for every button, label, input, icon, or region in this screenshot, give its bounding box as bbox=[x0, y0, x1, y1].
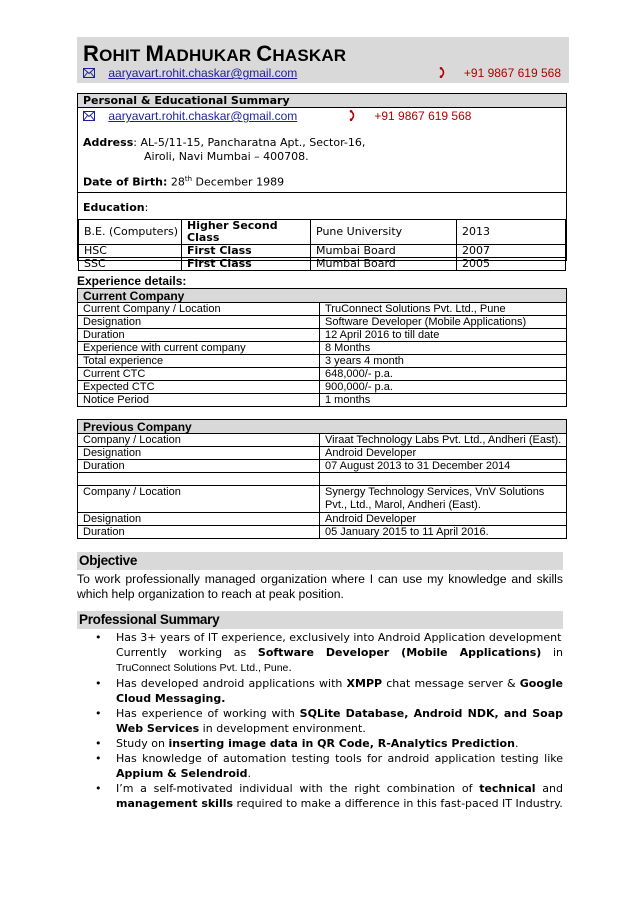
envelope-icon bbox=[83, 68, 95, 78]
education-label: Education: bbox=[78, 192, 566, 219]
table-row: Designation Android Developer bbox=[78, 447, 567, 460]
phone-icon bbox=[349, 110, 357, 121]
table-row: Duration 07 August 2013 to 31 December 2014 bbox=[78, 460, 567, 473]
list-item: • Has knowledge of automation testing tools for android application testing like Appium & Selendroid. bbox=[95, 752, 563, 780]
table-row: Current Company / Location TruConnect Solutions Pvt. Ltd., Pune bbox=[78, 303, 567, 316]
previous-company-table bbox=[77, 419, 567, 539]
table-row: Expected CTC 900,000/- p.a. bbox=[78, 381, 567, 394]
experience-heading: Experience details: bbox=[77, 274, 187, 288]
education-table bbox=[78, 219, 566, 271]
address-line-2: Airoli, Navi Mumbai – 400708. bbox=[144, 150, 309, 163]
list-item: • Has experience of working with SQLite Database, Android NDK, and Soap Web Services in development environment. bbox=[95, 707, 563, 735]
personal-summary-box bbox=[77, 93, 567, 270]
personal-phone: +91 9867 619 568 bbox=[349, 109, 471, 123]
phone-icon bbox=[439, 67, 447, 78]
table-row: SSC First Class Mumbai Board 2005 bbox=[79, 258, 566, 271]
date-of-birth: Date of Birth: 28th December 1989 bbox=[83, 175, 285, 189]
list-item: • Has 3+ years of IT experience, exclusively into Android Application development Currently working as Software Developer (Mobile Applications) in TruConnect Solutions Pvt. Ltd., Pune. bbox=[95, 631, 563, 674]
header-phone: +91 9867 619 568 bbox=[439, 66, 561, 80]
list-item: • I’m a self-motivated individual with the right combination of technical and management skills required to make a difference in this fast-paced IT Industry. bbox=[95, 782, 563, 810]
previous-company-title: Previous Company bbox=[78, 420, 567, 434]
table-row: Company / Location Viraat Technology Labs Pvt. Ltd., Andheri (East). bbox=[78, 434, 567, 447]
objective-title: Objective bbox=[77, 552, 563, 570]
professional-summary-title: Professional Summary bbox=[77, 611, 563, 629]
personal-email-link[interactable]: aaryavart.rohit.chaskar@gmail.com bbox=[108, 109, 298, 123]
list-item: • Has developed android applications with XMPP chat message server & Google Cloud Messaging. bbox=[95, 677, 563, 705]
address: Address: AL-5/11-15, Pancharatna Apt., Sector-16, bbox=[83, 136, 366, 149]
table-row: Total experience 3 years 4 month bbox=[78, 355, 567, 368]
personal-summary-title: Personal & Educational Summary bbox=[78, 94, 566, 108]
personal-email[interactable] bbox=[83, 109, 297, 123]
current-company-title: Current Company bbox=[78, 289, 567, 303]
candidate-name: ROHIT MADHUKAR CHASKAR bbox=[83, 41, 347, 66]
table-row: Company / Location Synergy Technology Services, VnV Solutions Pvt., Ltd., Marol, Andheri (East). bbox=[78, 486, 567, 513]
table-row: Designation Software Developer (Mobile Applications) bbox=[78, 316, 567, 329]
table-row: HSC First Class Mumbai Board 2007 bbox=[79, 245, 566, 258]
table-row: B.E. (Computers) Higher Second Class Pune University 2013 bbox=[79, 220, 566, 245]
table-row: Experience with current company 8 Months bbox=[78, 342, 567, 355]
header-email[interactable] bbox=[83, 66, 297, 80]
table-row: Duration 05 January 2015 to 11 April 2016. bbox=[78, 526, 567, 539]
table-row: Designation Android Developer bbox=[78, 513, 567, 526]
current-company-table bbox=[77, 288, 567, 407]
list-item: • Study on inserting image data in QR Code, R-Analytics Prediction. bbox=[95, 737, 519, 750]
professional-summary-list bbox=[77, 630, 563, 811]
table-spacer-row bbox=[78, 473, 567, 486]
header-email-link[interactable]: aaryavart.rohit.chaskar@gmail.com bbox=[108, 66, 298, 80]
resume-header bbox=[77, 37, 569, 83]
table-row: Duration 12 April 2016 to till date bbox=[78, 329, 567, 342]
table-row: Notice Period 1 months bbox=[78, 394, 567, 407]
objective-text: To work professionally managed organization where I can use my knowledge and skills which help organization to reach at peak position. bbox=[77, 572, 563, 601]
table-row: Current CTC 648,000/- p.a. bbox=[78, 368, 567, 381]
envelope-icon bbox=[83, 111, 95, 121]
